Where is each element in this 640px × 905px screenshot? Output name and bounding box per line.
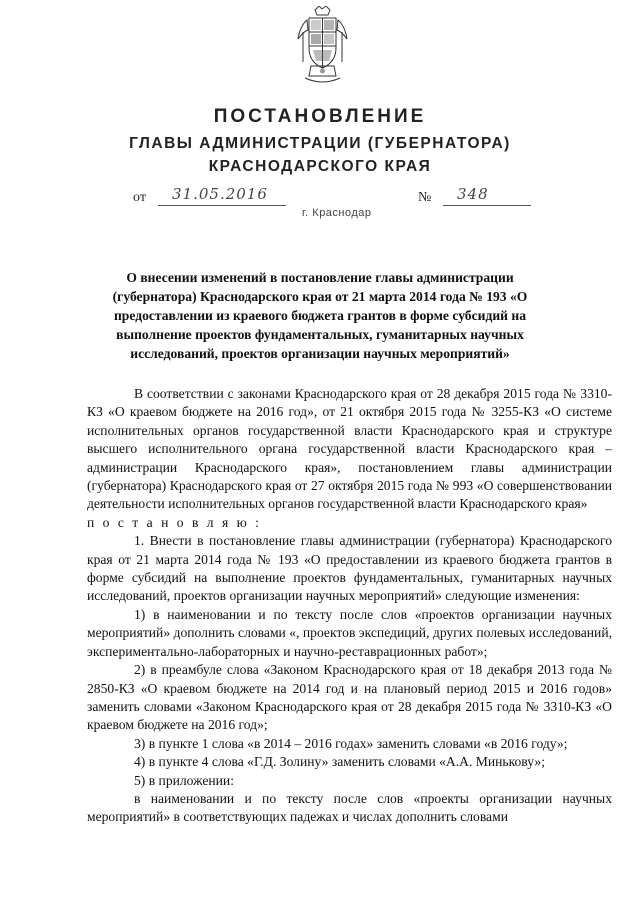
issuer-line-1: ГЛАВЫ АДМИНИСТРАЦИИ (ГУБЕРНАТОРА) <box>129 135 511 152</box>
number-value: 348 <box>457 185 489 203</box>
subitem-4: 4) в пункте 4 слова «Г.Д. Золину» заменить словами «А.А. Минькову»; <box>134 754 545 770</box>
subitem-2: 2) в преамбуле слова «Законом Краснодарского края от 18 декабря 2013 года № 2850-КЗ «О краевом бюджете на 2014 год и на плановый период 2015 и 2016 годов» заменить словами «Законом Краснодарского края от 28 декабря 2015 года № 3310-КЗ «О краевом бюджете на 2016 год»; <box>87 662 612 733</box>
subitem-1: 1) в наименовании и по тексту после слов «проектов организации научных мероприятий» дополнить словами «, проектов экспедиций, других полевых исследований, экспериментально-лабораторных и научно-реставрационных работ»; <box>87 606 612 659</box>
subitem-5-text: в наименовании и по тексту после слов «проекты организации научных мероприятий» в соответствующих падежах и числах дополнить словами <box>87 790 612 825</box>
issuer-line-2: КРАСНОДАРСКОГО КРАЯ <box>208 158 432 175</box>
number-underline <box>443 205 531 206</box>
date-value: 31.05.2016 <box>172 185 268 203</box>
subitem-3: 3) в пункте 1 слова «в 2014 – 2016 годах» заменить словами «в 2016 году»; <box>134 735 568 751</box>
city-name: г. Краснодар <box>302 207 372 219</box>
subitem-5: 5) в приложении: <box>134 772 234 788</box>
date-underline <box>158 205 286 206</box>
number-label: № <box>418 190 432 205</box>
coat-of-arms-icon <box>295 6 350 87</box>
document-body <box>87 385 612 827</box>
decree-word: п о с т а н о в л я ю : <box>87 514 262 530</box>
date-label: от <box>133 190 146 205</box>
document-title: О внесении изменений в постановление главы администрации (губернатора) Краснодарского края от 21 марта 2014 года № 193 «О предоставлении из краевого бюджета грантов в форме субсидий на выполнение проектов фундаментальных, гуманитарных научных исследований, проектов организации научных мероприятий» <box>112 270 528 361</box>
document-type-title: ПОСТАНОВЛЕНИЕ <box>213 106 427 127</box>
item-1: 1. Внести в постановление главы администрации (губернатора) Краснодарского края от 21 марта 2014 года № 193 «О предоставлении из краевого бюджета грантов в форме субсидий на выполнение проектов фундаментальных, гуманитарных научных исследований, проектов организации научных мероприятий» следующие изменения: <box>87 533 612 604</box>
intro-paragraph: В соответствии с законами Краснодарского края от 28 декабря 2015 года № 3310-КЗ «О краевом бюджете на 2016 год», от 21 октября 2015 года № 3255-КЗ «О системе исполнительных органов государственной власти Краснодарского края и структуре высшего исполнительного органа государственной власти Краснодарского края – администрации Краснодарского края», постановлением главы администрации (губернатора) Краснодарского края от 27 октября 2015 года № 993 «О совершенствовании деятельности исполнительных органов государственной власти Краснодарского края» <box>87 386 612 512</box>
